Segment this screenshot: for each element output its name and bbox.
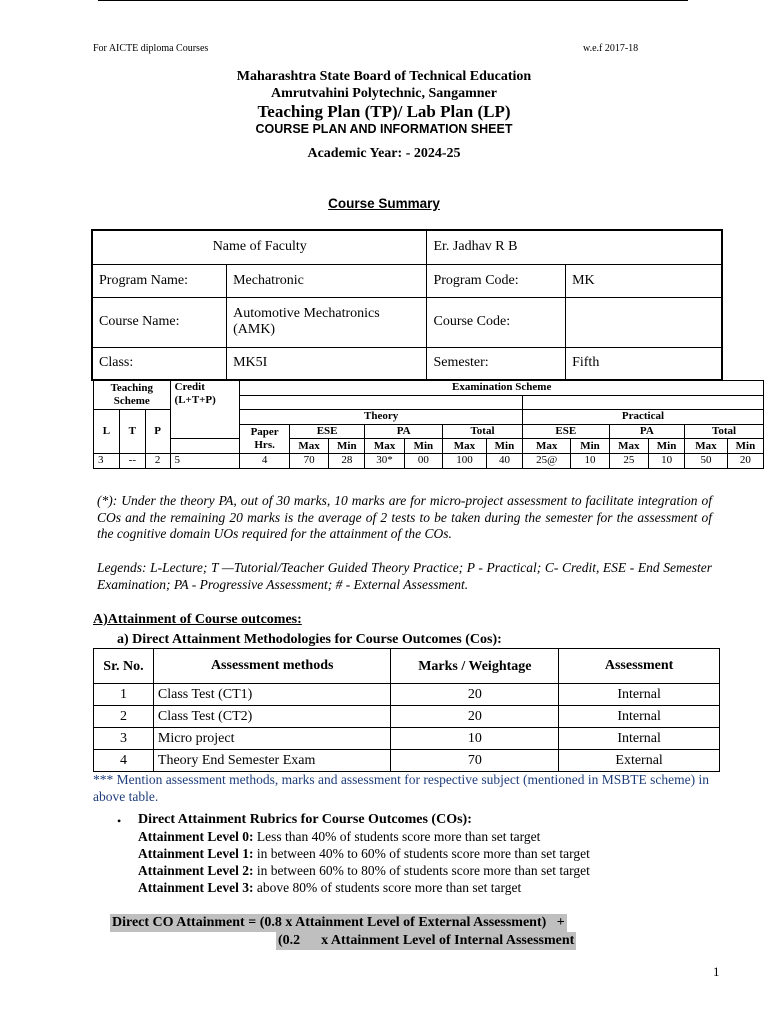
program-code-label: Program Code: — [427, 264, 566, 297]
min-header: Min — [727, 439, 763, 454]
top-rule — [98, 0, 688, 1]
rubrics-title: Direct Attainment Rubrics for Course Outcomes (COs): — [138, 812, 472, 827]
attainment-section-title: A)Attainment of Course outcomes: — [93, 612, 302, 627]
institute-name: Amrutvahini Polytechnic, Sangamner — [271, 86, 497, 101]
class-value: MK5I — [227, 347, 427, 380]
attainment-methods-table — [93, 648, 720, 772]
class-label: Class: — [92, 347, 227, 380]
exam-value: 10 — [649, 453, 685, 468]
max-header: Max — [289, 439, 328, 454]
exam-value: 30* — [365, 453, 404, 468]
plan-title: Teaching Plan (TP)/ Lab Plan (LP) — [257, 102, 511, 121]
sr-no-cell: 4 — [94, 750, 154, 772]
practical-ese-header: ESE — [522, 424, 609, 439]
assessment-cell: Internal — [559, 684, 720, 706]
exam-value: 20 — [727, 453, 763, 468]
course-code-label: Course Code: — [427, 297, 566, 347]
max-header: Max — [365, 439, 404, 454]
min-header: Min — [649, 439, 685, 454]
course-summary-table — [91, 229, 723, 381]
min-header: Min — [329, 439, 365, 454]
practical-header: Practical — [522, 410, 763, 425]
level-text: in between 40% to 60% of students score more than set target — [253, 846, 590, 861]
level-label: Attainment Level 1: — [138, 846, 254, 861]
table-row — [94, 684, 720, 706]
marks-cell: 20 — [391, 684, 559, 706]
exam-value: 100 — [443, 453, 487, 468]
method-cell: Theory End Semester Exam — [153, 750, 391, 772]
p-header: P — [145, 410, 170, 454]
header-right: w.e.f 2017-18 — [583, 43, 639, 54]
assessment-cell: Internal — [559, 706, 720, 728]
course-name-value: Automotive Mechatronics (AMK) — [227, 297, 427, 347]
exam-value: 25@ — [522, 453, 570, 468]
legends-note: Legends: L-Lecture; T —Tutorial/Teacher Guided Theory Practice; P - Practical; C- Credit, ESE - End Semester Examination; PA - Progressive Assessment; # - External Assessment. — [97, 560, 712, 592]
exam-value: 50 — [685, 453, 728, 468]
practical-total-header: Total — [685, 424, 764, 439]
level-text: in between 60% to 80% of students score more than set target — [253, 863, 590, 878]
level-label: Attainment Level 0: — [138, 829, 254, 844]
max-header: Max — [443, 439, 487, 454]
page-subtitle: COURSE PLAN AND INFORMATION SHEET — [255, 122, 513, 136]
exam-value: 5 — [170, 453, 240, 468]
level-label: Attainment Level 3: — [138, 880, 254, 895]
page-number: 1 — [713, 964, 720, 979]
exam-value: 40 — [486, 453, 522, 468]
exam-value: 4 — [240, 453, 290, 468]
marks-cell: 70 — [391, 750, 559, 772]
exam-value: -- — [119, 453, 145, 468]
attainment-level-3 — [138, 880, 521, 896]
assessment-note: *** Mention assessment methods, marks and assessment for respective subject (mentioned in MSBTE scheme) in above table. — [93, 772, 710, 804]
t-header: T — [119, 410, 145, 454]
sr-no-header: Sr. No. — [94, 649, 154, 684]
faculty-value: Er. Jadhav R B — [427, 230, 722, 264]
teaching-scheme-header: Teaching Scheme — [94, 381, 171, 410]
header-left: For AICTE diploma Courses — [93, 43, 209, 54]
max-header: Max — [522, 439, 570, 454]
semester-label: Semester: — [427, 347, 566, 380]
marks-weightage-header: Marks / Weightage — [391, 649, 559, 684]
assessment-header: Assessment — [559, 649, 720, 684]
assessment-cell: Internal — [559, 728, 720, 750]
direct-attainment-subtitle: a) Direct Attainment Methodologies for Course Outcomes (Cos): — [117, 632, 502, 647]
level-label: Attainment Level 2: — [138, 863, 254, 878]
method-cell: Class Test (CT1) — [153, 684, 391, 706]
min-header: Min — [571, 439, 609, 454]
theory-ese-header: ESE — [289, 424, 364, 439]
paper-hrs-header: Paper Hrs. — [240, 424, 290, 453]
co-attainment-formula-line2: (0.2 x Attainment Level of Internal Assessment — [278, 933, 575, 948]
exam-value: 28 — [329, 453, 365, 468]
course-summary-heading: Course Summary — [328, 196, 440, 211]
sr-no-cell: 2 — [94, 706, 154, 728]
exam-value: 2 — [145, 453, 170, 468]
assessment-cell: External — [559, 750, 720, 772]
exam-value: 70 — [289, 453, 328, 468]
table-row — [94, 728, 720, 750]
examination-scheme-table — [93, 380, 764, 469]
exam-value: 3 — [94, 453, 120, 468]
theory-pa-note: (*): Under the theory PA, out of 30 marks, 10 marks are for micro-project assessment to facilitate integration of COs and the remaining 20 marks is the average of 2 tests to be taken during the semester for the assessment of the cognitive domain UOs required for the attainment of the COs. — [97, 493, 712, 542]
program-name-label: Program Name: — [92, 264, 227, 297]
practical-pa-header: PA — [609, 424, 684, 439]
theory-total-header: Total — [443, 424, 523, 439]
bullet-icon: • — [117, 814, 122, 828]
attainment-level-2 — [138, 863, 590, 879]
faculty-label: Name of Faculty — [92, 230, 427, 264]
sr-no-cell: 3 — [94, 728, 154, 750]
co-attainment-formula-line1: Direct CO Attainment = (0.8 x Attainment Level of External Assessment) + — [112, 915, 565, 930]
exam-value: 10 — [571, 453, 609, 468]
min-header: Min — [404, 439, 442, 454]
max-header: Max — [609, 439, 648, 454]
method-cell: Micro project — [153, 728, 391, 750]
level-text: Less than 40% of students score more than set target — [253, 829, 541, 844]
board-name: Maharashtra State Board of Technical Education — [236, 69, 532, 84]
academic-year: Academic Year: - 2024-25 — [307, 146, 461, 161]
semester-value: Fifth — [566, 347, 722, 380]
attainment-level-0 — [138, 829, 540, 845]
l-header: L — [94, 410, 120, 454]
assessment-methods-header: Assessment methods — [153, 649, 391, 684]
theory-header: Theory — [240, 410, 523, 425]
credit-header: Credit (L+T+P) — [170, 381, 240, 439]
level-text: above 80% of students score more than set target — [253, 880, 522, 895]
method-cell: Class Test (CT2) — [153, 706, 391, 728]
course-name-label: Course Name: — [92, 297, 227, 347]
exam-value: 25 — [609, 453, 648, 468]
attainment-level-1 — [138, 846, 590, 862]
examination-scheme-header: Examination Scheme — [240, 381, 764, 396]
program-name-value: Mechatronic — [227, 264, 427, 297]
max-header: Max — [685, 439, 728, 454]
course-code-value — [566, 297, 722, 347]
program-code-value: MK — [566, 264, 722, 297]
theory-pa-header: PA — [365, 424, 443, 439]
exam-value: 00 — [404, 453, 442, 468]
min-header: Min — [486, 439, 522, 454]
sr-no-cell: 1 — [94, 684, 154, 706]
marks-cell: 20 — [391, 706, 559, 728]
table-row — [94, 750, 720, 772]
table-row — [94, 706, 720, 728]
marks-cell: 10 — [391, 728, 559, 750]
